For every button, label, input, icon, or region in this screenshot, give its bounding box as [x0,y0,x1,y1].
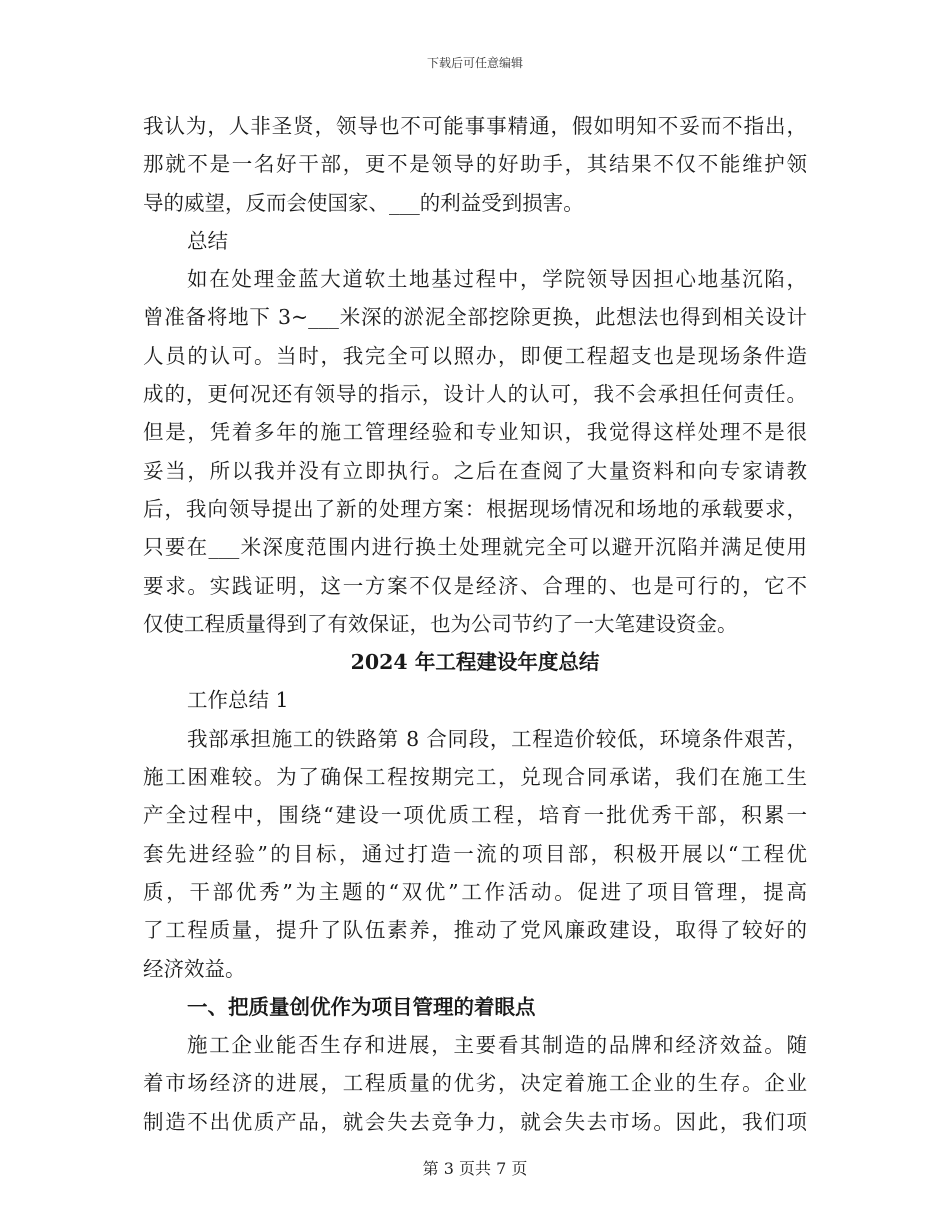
document-title: 2024 年工程建设年度总结 [350,650,600,675]
section-label: 总结 [187,228,228,253]
paragraph-line: 成的，更何况还有领导的指示，设计人的认可，我不会承担任何责任。 [143,382,807,407]
paragraph-line: 曾准备将地下 3~___米深的淤泥全部挖除更换，此想法也得到相关设计 [143,305,807,330]
section-heading: 一、把质量创优作为项目管理的着眼点 [187,994,536,1019]
paragraph-line: 经济效益。 [143,956,246,981]
paragraph-line: 施工困难较。为了确保工程按期完工，兑现合同承诺，我们在施工生 [143,765,807,790]
section-label: 工作总结 1 [187,688,289,713]
paragraph-line: 着市场经济的进展，工程质量的优劣，决定着施工企业的生存。企业 [143,1071,807,1096]
paragraph-line: 后，我向领导提出了新的处理方案：根据现场情况和场地的承载要求， [143,496,807,521]
paragraph-line: 我部承担施工的铁路第 8 合同段，工程造价较低，环境条件艰苦， [187,726,807,751]
paragraph-line: 妥当，所以我并没有立即执行。之后在查阅了大量资料和向专家请教 [143,458,807,483]
document-body [143,107,807,1141]
page-header: 下载后可任意编辑 [426,56,523,70]
paragraph-line: 质，干部优秀”为主题的“双优”工作活动。促进了项目管理，提高 [143,879,807,904]
page-footer: 第 3 页共 7 页 [422,1159,528,1178]
paragraph-line: 如在处理金蓝大道软土地基过程中，学院领导因担心地基沉陷， [187,267,807,292]
paragraph-line: 产全过程中，围绕“建设一项优质工程，培育一批优秀干部，积累一 [143,803,807,828]
paragraph-line: 要求。实践证明，这一方案不仅是经济、合理的、也是可行的，它不 [143,573,807,598]
paragraph-line: 套先进经验”的目标，通过打造一流的项目部，积极开展以“工程优 [143,841,807,866]
paragraph-line: 但是，凭着多年的施工管理经验和专业知识，我觉得这样处理不是很 [143,420,807,445]
paragraph-line: 了工程质量，提升了队伍素养，推动了党风廉政建设，取得了较好的 [143,918,807,943]
paragraph-line: 我认为，人非圣贤，领导也不可能事事精通，假如明知不妥而不指出， [143,114,807,138]
paragraph-line: 那就不是一名好干部，更不是领导的好助手，其结果不仅不能维护领 [143,152,807,177]
paragraph-line: 仅使工程质量得到了有效保证，也为公司节约了一大笔建设资金。 [143,611,738,636]
paragraph-line: 只要在___米深度范围内进行换土处理就完全可以避开沉陷并满足使用 [143,535,807,560]
paragraph-line: 人员的认可。当时，我完全可以照办，即便工程超支也是现场条件造 [143,343,807,368]
paragraph-line: 施工企业能否生存和进展，主要看其制造的品牌和经济效益。随 [187,1033,807,1058]
paragraph-line: 导的威望，反而会使国家、___的利益受到损害。 [143,190,584,215]
paragraph-line: 制造不出优质产品，就会失去竞争力，就会失去市场。因此，我们项 [143,1109,807,1134]
